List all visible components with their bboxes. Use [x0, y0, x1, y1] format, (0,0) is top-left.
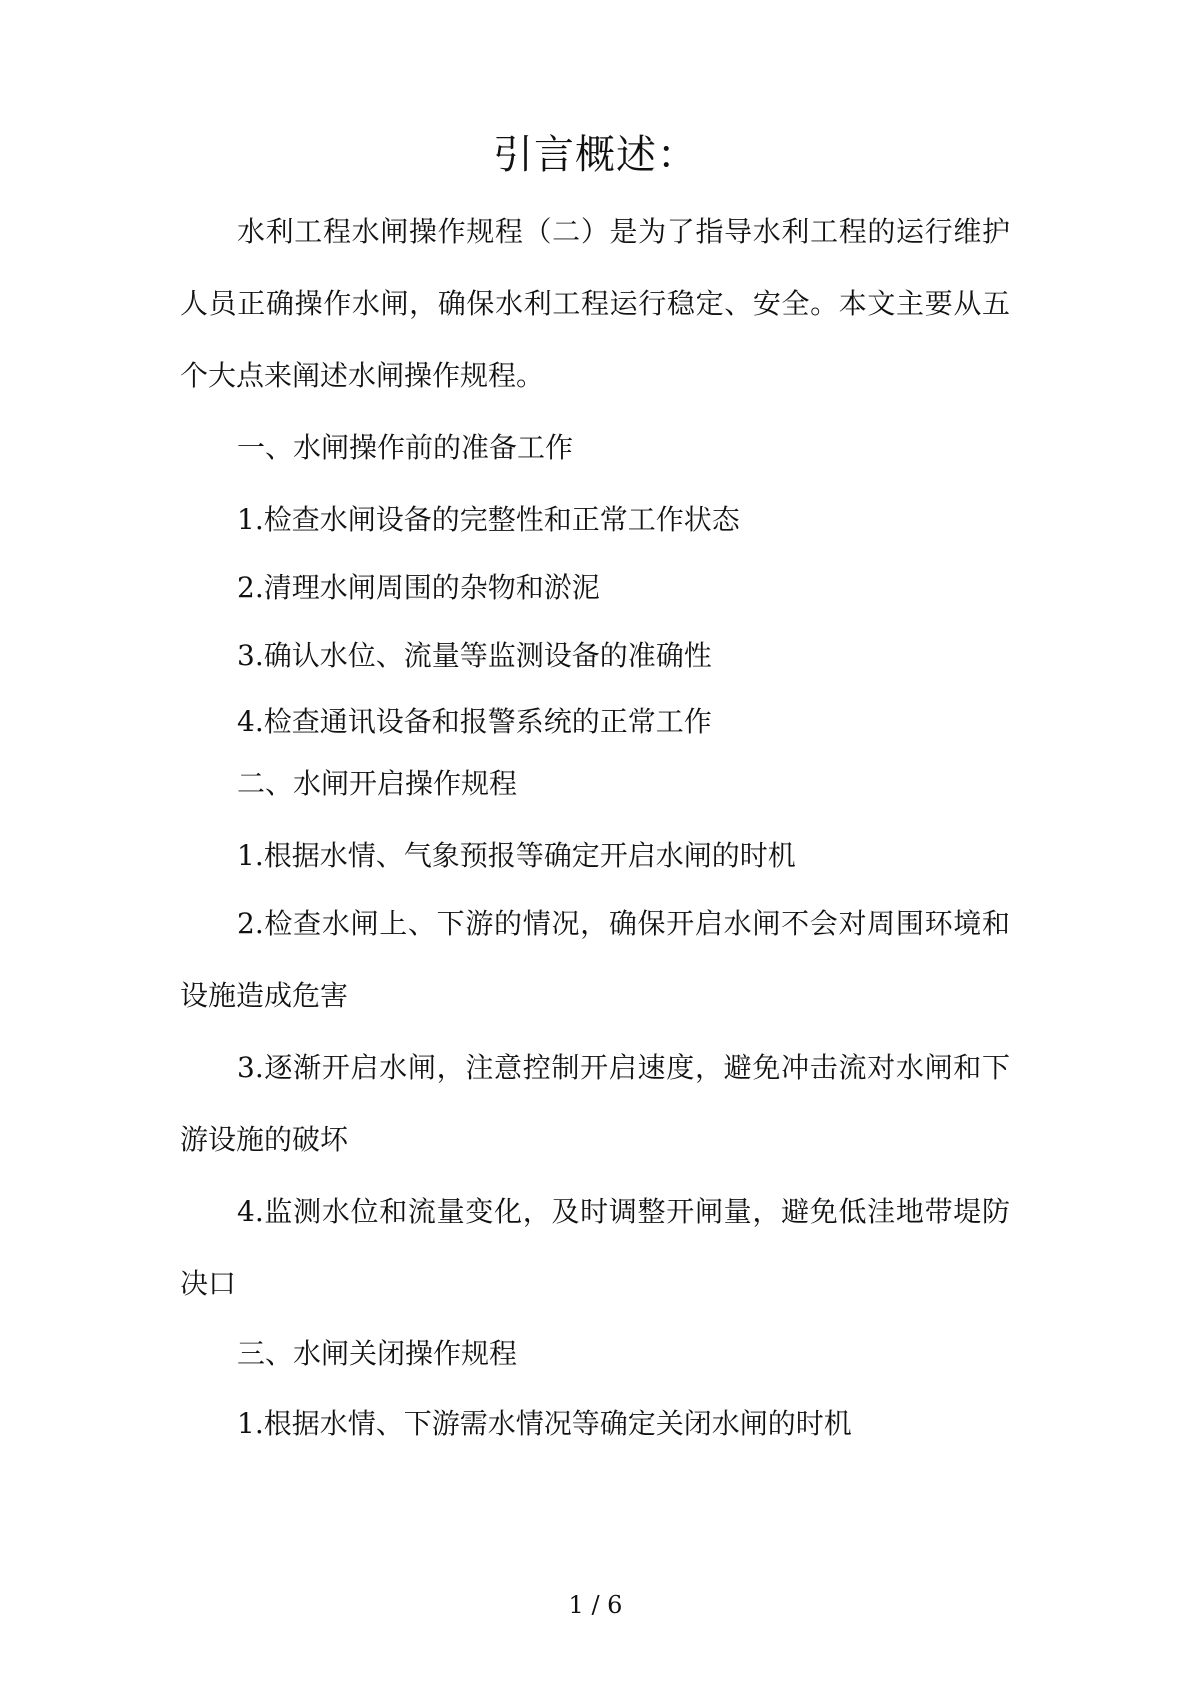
list-item: 2.清理水闸周围的杂物和淤泥 [237, 571, 600, 604]
list-item: 2.检查水闸上、下游的情况，确保开启水闸不会对周围环境和设施造成危害 [180, 907, 1010, 1012]
list-item: 1.根据水情、下游需水情况等确定关闭水闸的时机 [237, 1407, 852, 1440]
page-number: 1 / 6 [568, 1591, 623, 1619]
list-item: 3.确认水位、流量等监测设备的准确性 [237, 639, 712, 672]
list-item: 4.监测水位和流量变化，及时调整开闸量，避免低洼地带堤防决口 [180, 1195, 1010, 1300]
list-item: 1.根据水情、气象预报等确定开启水闸的时机 [237, 839, 796, 872]
section-heading-3: 三、水闸关闭操作规程 [237, 1337, 518, 1370]
list-item: 1.检查水闸设备的完整性和正常工作状态 [237, 503, 740, 536]
document-title: 引言概述： [493, 132, 698, 178]
intro-paragraph: 水利工程水闸操作规程（二）是为了指导水利工程的运行维护人员正确操作水闸，确保水利工程运行稳定、安全。本文主要从五个大点来阐述水闸操作规程。 [180, 215, 1010, 392]
section-heading-2: 二、水闸开启操作规程 [237, 767, 518, 800]
list-item: 4.检查通讯设备和报警系统的正常工作 [237, 705, 712, 738]
list-item: 3.逐渐开启水闸，注意控制开启速度，避免冲击流对水闸和下游设施的破坏 [180, 1051, 1010, 1156]
section-heading-1: 一、水闸操作前的准备工作 [237, 431, 574, 464]
